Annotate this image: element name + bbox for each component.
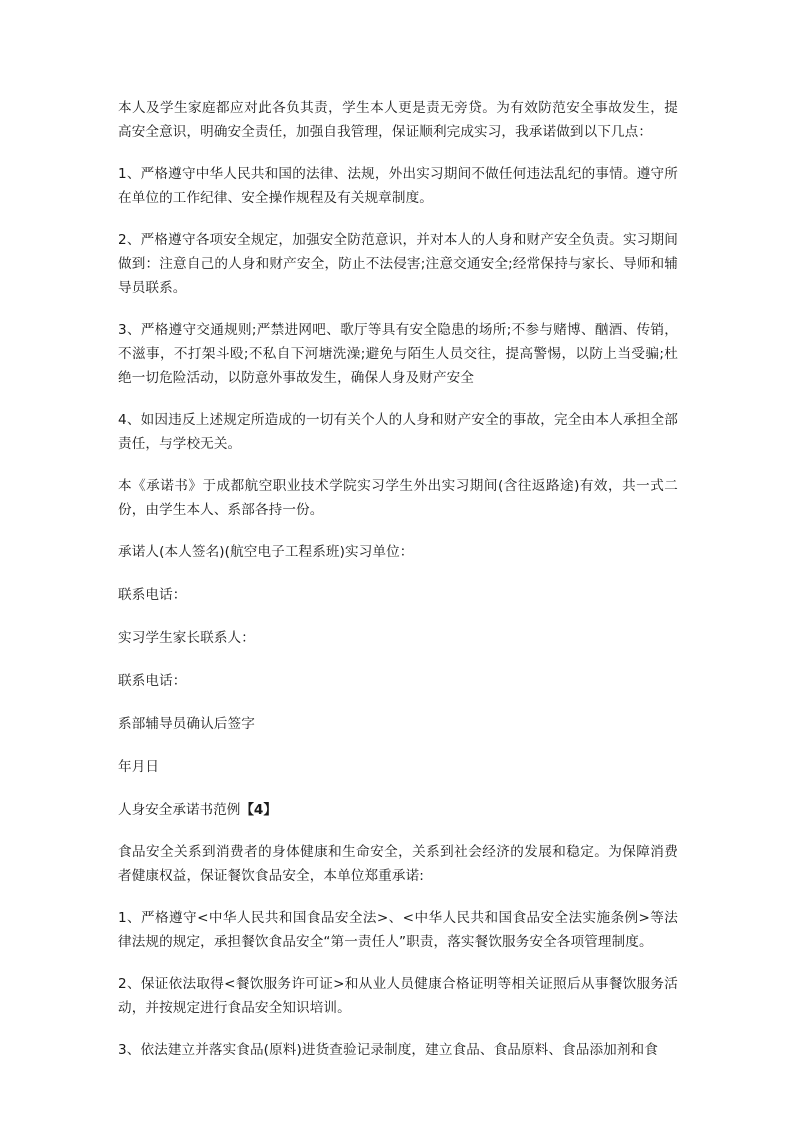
section-title: 人身安全承诺书范例 — [118, 802, 241, 818]
paragraph-item-4: 4、如因违反上述规定所造成的一切有关个人的人身和财产安全的事故，完全由本人承担全部责任，与学校无关。 — [118, 412, 678, 452]
paragraph-validity: 本《承诺书》于成都航空职业技术学院实习学生外出实习期间(含往返路途)有效，共一式二份，由学生本人、系部各持一份。 — [118, 478, 678, 518]
paragraph-item-1: 1、严格遵守中华人民共和国的法律、法规，外出实习期间不做任何违法乱纪的事情。遵守所在单位的工作纪律、安全操作规程及有关规章制度。 — [118, 166, 678, 206]
section-number: 【4】 — [240, 802, 277, 818]
paragraph-intro: 本人及学生家庭都应对此各负其责，学生本人更是责无旁贷。为有效防范安全事故发生，提高安全意识，明确安全责任，加强自我管理，保证顺利完成实习，我承诺做到以下几点： — [118, 100, 678, 140]
paragraph-food-intro: 食品安全关系到消费者的身体健康和生命安全，关系到社会经济的发展和稳定。为保障消费者健康权益，保证餐饮食品安全，本单位郑重承诺: — [118, 844, 678, 884]
signature-line: 承诺人(本人签名)(航空电子工程系班)实习单位： — [118, 544, 414, 560]
date-line: 年月日 — [118, 759, 160, 775]
paragraph-item-3: 3、严格遵守交通规则;严禁进网吧、歌厅等具有安全隐患的场所;不参与赌博、酗酒、传销，不滋事，不打架斗殴;不私自下河塘洗澡;避免与陌生人员交往，提高警惕，以防上当受骗;杜绝一切危险活动，以防意外事故发生，确保人身及财产安全 — [118, 322, 678, 386]
section-heading — [118, 798, 678, 822]
paragraph-item-2: 2、严格遵守各项安全规定，加强安全防范意识，并对本人的人身和财产安全负责。实习期间做到：注意自己的人身和财产安全，防止不法侵害;注意交通安全;经常保持与家长、导师和辅导员联系。 — [118, 232, 678, 296]
paragraph-food-item-2: 2、保证依法取得<餐饮服务许可证>和从业人员健康合格证明等相关证照后从事餐饮服务活动，并按规定进行食品安全知识培训。 — [118, 976, 678, 1016]
paragraph-food-item-3: 3、依法建立并落实食品(原料)进货查验记录制度，建立食品、食品原料、食品添加剂和食 — [118, 1042, 658, 1058]
counselor-sign-line: 系部辅导员确认后签字 — [118, 716, 255, 732]
document-body — [118, 96, 678, 1080]
contact-phone-line: 联系电话： — [118, 587, 187, 603]
contact-phone-line-2: 联系电话： — [118, 673, 187, 689]
parent-contact-line: 实习学生家长联系人： — [118, 630, 255, 646]
paragraph-food-item-1: 1、严格遵守<中华人民共和国食品安全法>、<中华人民共和国食品安全法实施条例>等法律法规的规定，承担餐饮食品安全“第一责任人”职责，落实餐饮服务安全各项管理制度。 — [118, 910, 678, 950]
